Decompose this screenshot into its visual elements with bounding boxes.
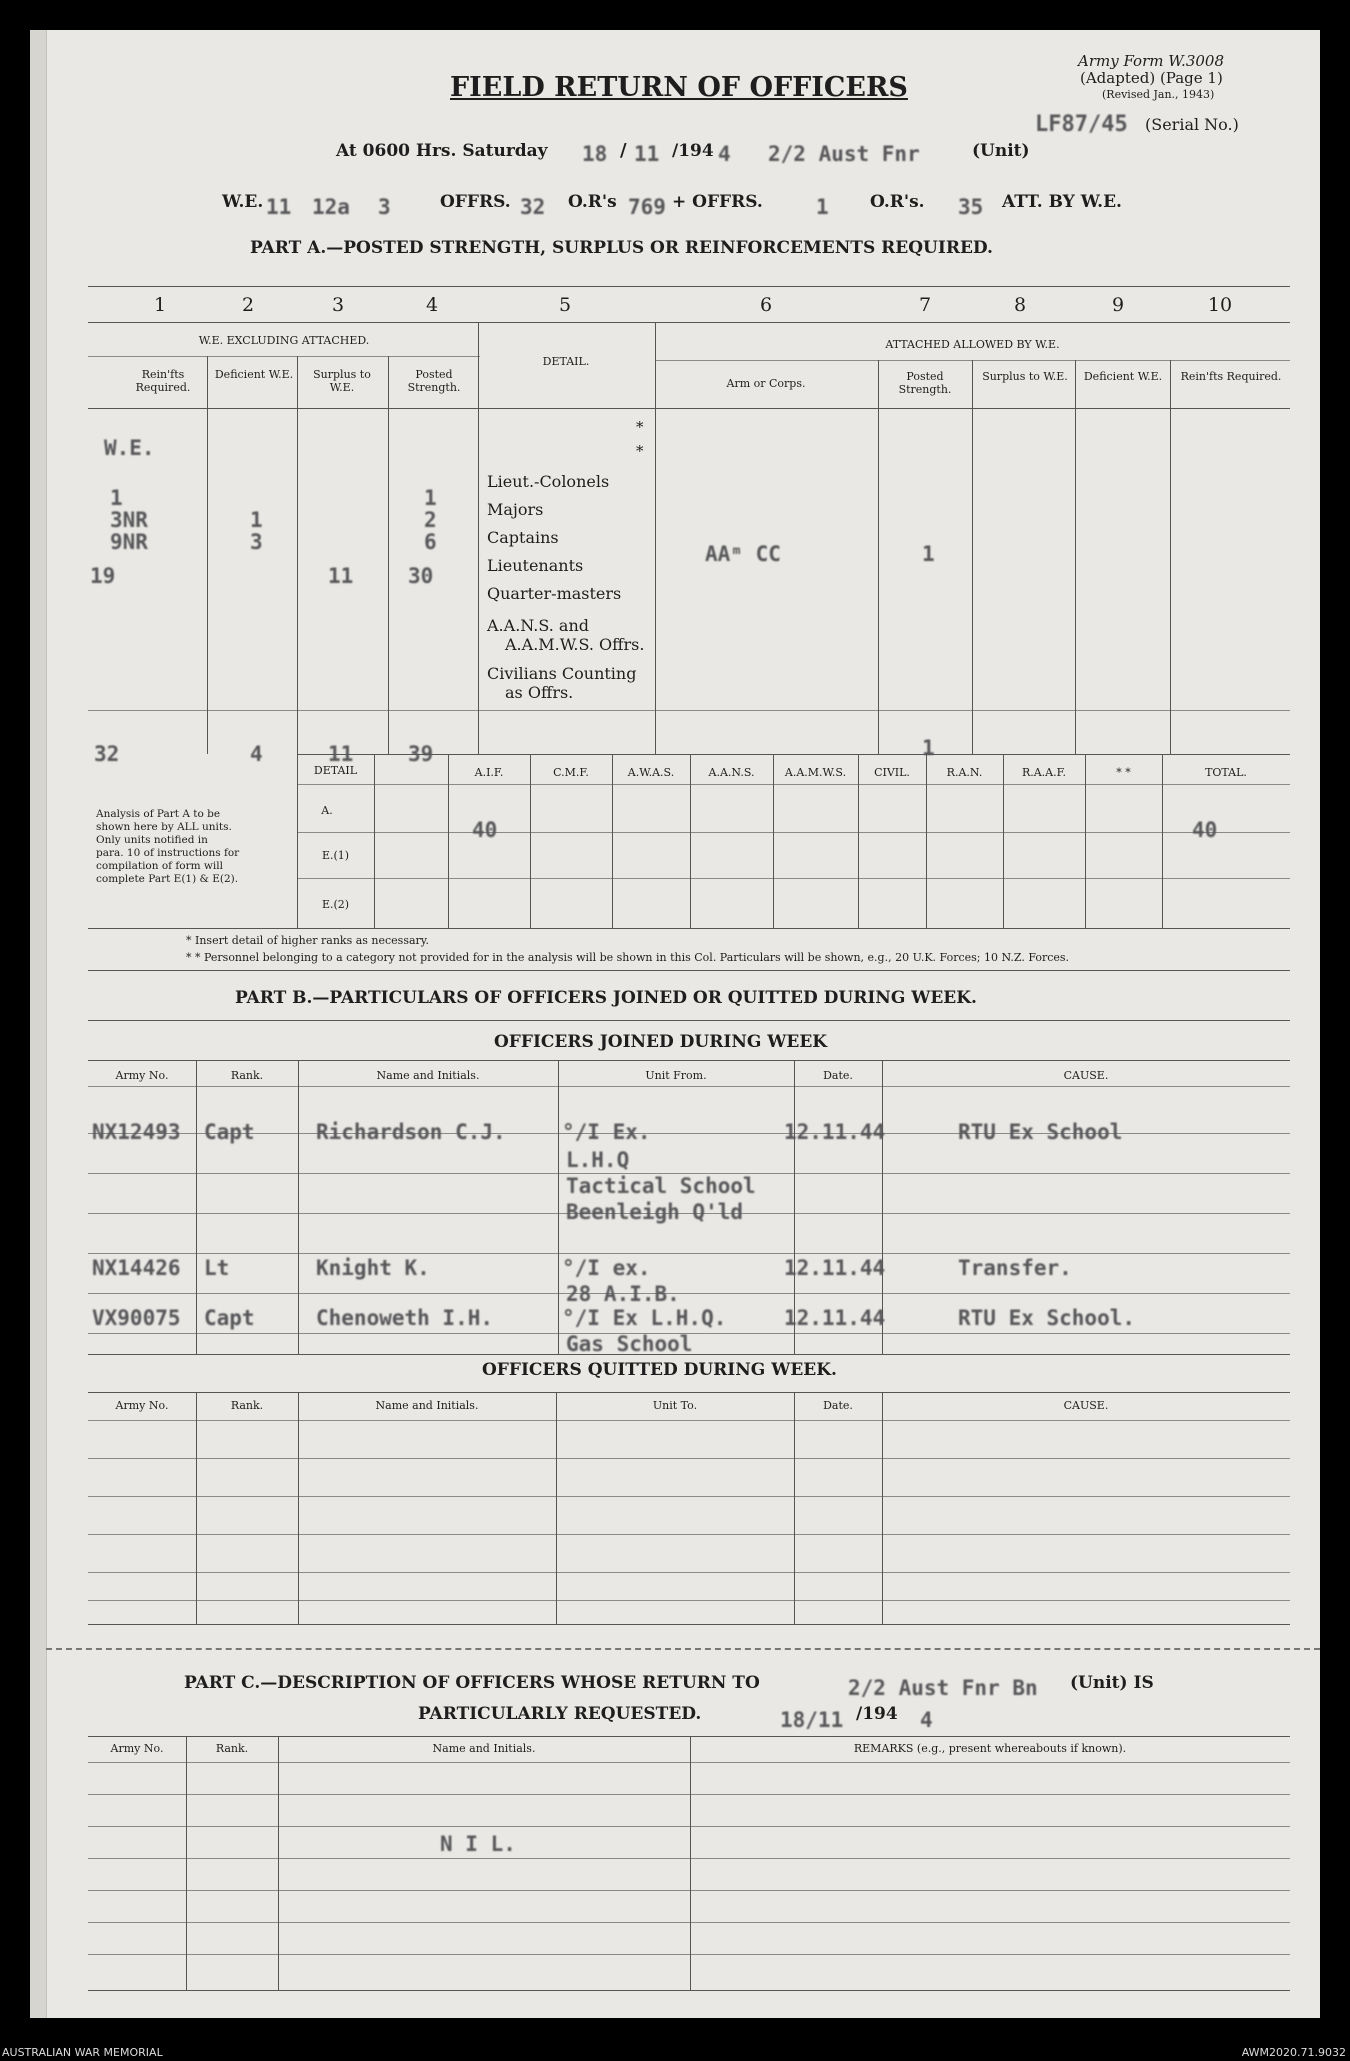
typed-col3: 11: [328, 564, 354, 588]
quitted-h-unit: Unit To.: [652, 1399, 698, 1412]
typed-col4-2: 2: [424, 508, 437, 532]
part-c-title-b: (Unit) IS: [1070, 1673, 1154, 1693]
rule: [690, 1736, 691, 1990]
form-id-line1: Army Form W.3008: [1078, 52, 1224, 70]
col-number: 9: [1111, 294, 1125, 316]
col10-header: Rein'fts Required.: [1180, 370, 1282, 383]
joined-title: OFFICERS JOINED DURING WEEK: [494, 1032, 828, 1052]
footnote-1: * Insert detail of higher ranks as necessary.: [186, 934, 430, 947]
rule: [88, 1534, 1290, 1535]
joined-name: Richardson C.J.: [316, 1120, 506, 1144]
offrs-value: 32: [520, 195, 546, 219]
part-a-title: PART A.—POSTED STRENGTH, SURPLUS OR REINFORCEMENTS REQUIRED.: [250, 238, 993, 258]
rule: [88, 322, 1290, 323]
plus-offrs-value: 1: [816, 195, 829, 219]
rule: [298, 1392, 299, 1624]
analysis-aif-value: 40: [472, 818, 498, 842]
rule: [196, 1392, 197, 1624]
rule: [88, 1826, 1290, 1827]
star-1: *: [636, 418, 644, 436]
rule: [88, 1600, 1290, 1601]
joined-unit: Gas School: [566, 1332, 693, 1356]
rule: [88, 1420, 1290, 1421]
rule: [88, 1253, 1290, 1254]
analysis-row-e2: E.(2): [321, 898, 350, 911]
rank-lieutenants: Lieutenants: [487, 556, 584, 575]
rule: [88, 1954, 1290, 1955]
rule: [1003, 754, 1004, 928]
typed-posted7: 1: [922, 542, 935, 566]
rule: [972, 360, 973, 754]
col-number: 4: [425, 294, 439, 316]
joined-army-no: NX12493: [92, 1120, 181, 1144]
joined-rank: Lt: [204, 1256, 230, 1280]
typed-col1-4: 19: [90, 564, 116, 588]
rule: [88, 1762, 1290, 1763]
rule: [298, 1060, 299, 1354]
offrs-label: OFFRS.: [440, 192, 511, 212]
rule: [88, 356, 480, 357]
joined-unit: °/I Ex L.H.Q.: [562, 1306, 727, 1330]
rule: [196, 1060, 197, 1354]
part-c-title-a: PART C.—DESCRIPTION OF OFFICERS WHOSE RETURN TO: [184, 1673, 760, 1693]
joined-rank: Capt: [204, 1120, 255, 1144]
part-b-title: PART B.—PARTICULARS OF OFFICERS JOINED OR QUITTED DURING WEEK.: [235, 988, 977, 1008]
date-day: 18: [582, 142, 608, 166]
we-label: W.E.: [222, 192, 264, 212]
rule: [655, 322, 656, 754]
rule: [88, 408, 1290, 409]
typed-we: W.E.: [104, 436, 155, 460]
at-label: At 0600 Hrs. Saturday: [336, 141, 548, 161]
we-value-a: 11: [266, 195, 292, 219]
rank-civilians: Civilians Counting: [487, 664, 637, 683]
rule: [1075, 360, 1076, 754]
col1-header: Rein'fts Required.: [135, 368, 191, 394]
typed-col4-4: 30: [408, 564, 434, 588]
joined-h-cause: CAUSE.: [1063, 1069, 1109, 1082]
rule: [926, 754, 927, 928]
rank-aans: A.A.N.S. and: [487, 616, 589, 635]
quitted-title: OFFICERS QUITTED DURING WEEK.: [482, 1360, 837, 1380]
rule: [612, 754, 613, 928]
rule: [374, 754, 375, 928]
typed-col1-2: 3NR: [110, 508, 148, 532]
rule: [278, 1736, 279, 1990]
joined-date: 12.11.44: [784, 1256, 886, 1280]
joined-unit: °/I Ex.: [562, 1120, 651, 1144]
rule: [88, 1794, 1290, 1795]
rule: [88, 1496, 1290, 1497]
rule: [88, 1458, 1290, 1459]
footer-left: AUSTRALIAN WAR MEMORIAL: [2, 2046, 163, 2059]
ors2-label: O.R's.: [870, 192, 925, 212]
note-line: Analysis of Part A to be: [96, 808, 221, 820]
typed-col4-3: 6: [424, 530, 437, 554]
col-number: 10: [1207, 294, 1233, 316]
rule: [297, 754, 1290, 755]
rule: [478, 322, 479, 754]
note-line: Only units notified in: [96, 834, 208, 846]
rank-quarter-masters: Quarter-masters: [487, 584, 622, 603]
analysis-col-ran: R.A.N.: [946, 766, 983, 779]
part-c-nil: N I L.: [440, 1832, 516, 1856]
rule: [88, 1990, 1290, 1991]
joined-h-name: Name and Initials.: [376, 1069, 480, 1082]
unit-value: 2/2 Aust Fnr: [768, 142, 920, 166]
total-col7: 1: [922, 736, 935, 760]
typed-arm-corps: AAᵐ CC: [705, 542, 781, 566]
analysis-col-civil: CIVIL.: [874, 766, 910, 779]
joined-army-no: VX90075: [92, 1306, 181, 1330]
part-c-date-value: 18/11: [780, 1708, 844, 1732]
col-number: 1: [153, 294, 167, 316]
analysis-detail-label: DETAIL: [313, 764, 358, 777]
joined-h-army-no: Army No.: [115, 1069, 169, 1082]
joined-army-no: NX14426: [92, 1256, 181, 1280]
rule: [88, 1392, 1290, 1393]
part-c-title-c: PARTICULARLY REQUESTED.: [418, 1704, 702, 1724]
col2-header: Deficient W.E.: [214, 368, 294, 381]
rule: [207, 356, 208, 754]
rank-as-offrs: as Offrs.: [505, 683, 574, 702]
serial-value: LF87/45: [1035, 112, 1128, 137]
plus-offrs-label: + OFFRS.: [672, 192, 763, 212]
note-line: para. 10 of instructions for: [96, 847, 240, 859]
rank-majors: Majors: [487, 500, 544, 519]
rule: [558, 1060, 559, 1354]
rule: [88, 1020, 1290, 1021]
footnote-2: * * Personnel belonging to a category not provided for in the analysis will be shown in this Col. Particulars will be shown, e.g., 20 U.K. Forces; 10 N.Z. Forces.: [186, 951, 1070, 964]
rule: [88, 928, 1290, 929]
rule: [1170, 360, 1171, 754]
total-col3: 11: [328, 742, 354, 766]
analysis-col-aamws: A.A.M.W.S.: [784, 766, 847, 779]
rule: [858, 754, 859, 928]
joined-unit: L.H.Q: [566, 1148, 630, 1172]
col-number: 8: [1013, 294, 1027, 316]
total-col4: 39: [408, 742, 434, 766]
total-col2: 4: [250, 742, 263, 766]
quitted-h-date: Date.: [823, 1399, 853, 1412]
unit-label: (Unit): [972, 141, 1030, 161]
year-suffix: 4: [718, 142, 731, 166]
part-c-h-army-no: Army No.: [110, 1742, 164, 1755]
rule: [88, 1060, 1290, 1061]
typed-col1-1: 1: [110, 486, 123, 510]
analysis-col-total: TOTAL.: [1205, 766, 1247, 779]
col4-header: Posted Strength.: [407, 368, 461, 394]
joined-cause: RTU Ex School.: [958, 1306, 1136, 1330]
rule: [388, 356, 389, 754]
rule: [88, 1624, 1290, 1625]
paper-edge: [30, 30, 47, 2018]
rule: [297, 832, 1290, 833]
rule: [88, 1922, 1290, 1923]
note-line: shown here by ALL units.: [96, 821, 232, 833]
rule: [88, 1890, 1290, 1891]
form-id-line3: (Revised Jan., 1943): [1102, 88, 1215, 101]
joined-date: 12.11.44: [784, 1306, 886, 1330]
joined-h-rank: Rank.: [230, 1069, 264, 1082]
form-id-line2: (Adapted) (Page 1): [1080, 69, 1223, 87]
quitted-h-name: Name and Initials.: [375, 1399, 479, 1412]
rule: [88, 1572, 1290, 1573]
year-prefix: /194: [672, 141, 714, 161]
joined-name: Chenoweth I.H.: [316, 1306, 494, 1330]
analysis-col-raaf: R.A.A.F.: [1021, 766, 1067, 779]
part-c-year-suffix: 4: [920, 1708, 933, 1732]
rule: [297, 878, 1290, 879]
rule: [297, 356, 298, 754]
part-c-year-prefix: /194: [856, 1704, 898, 1724]
rank-captains: Captains: [487, 528, 559, 547]
part-c-h-rank: Rank.: [215, 1742, 249, 1755]
rule: [88, 1354, 1290, 1355]
joined-unit: 28 A.I.B.: [566, 1282, 680, 1306]
rule: [88, 710, 1290, 711]
analysis-row-e1: E.(1): [321, 849, 350, 862]
serial-label: (Serial No.): [1145, 115, 1239, 134]
ors2-value: 35: [958, 195, 984, 219]
tear-line: [46, 1648, 1320, 1650]
note-line: complete Part E(1) & E(2).: [96, 873, 239, 885]
col-number: 7: [918, 294, 932, 316]
rule: [448, 754, 449, 928]
rule: [1162, 754, 1163, 928]
form-title: FIELD RETURN OF OFFICERS: [450, 72, 908, 103]
date-slash: /: [620, 140, 627, 161]
ors-label: O.R's: [568, 192, 617, 212]
rule: [88, 1736, 1290, 1737]
col9-header: Deficient W.E.: [1083, 370, 1163, 383]
part-a-top-rule: [88, 286, 1290, 287]
analysis-col-other: * *: [1116, 766, 1131, 779]
quitted-h-army-no: Army No.: [115, 1399, 169, 1412]
typed-col2-2: 3: [250, 530, 263, 554]
joined-date: 12.11.44: [784, 1120, 886, 1144]
note-line: compilation of form will: [96, 860, 223, 872]
we-value-b: 12a: [312, 195, 350, 219]
footer-right: AWM2020.71.9032: [1241, 2046, 1346, 2059]
analysis-total-value: 40: [1192, 818, 1218, 842]
joined-name: Knight K.: [316, 1256, 430, 1280]
rank-lieut-colonels: Lieut.-Colonels: [487, 472, 610, 491]
rule: [530, 754, 531, 928]
ors-value: 769: [628, 195, 666, 219]
col3-header: Surplus to W.E.: [313, 368, 371, 394]
joined-unit: Tactical School: [566, 1174, 756, 1198]
rule: [878, 360, 879, 754]
rule: [88, 1293, 1290, 1294]
rule: [882, 1392, 883, 1624]
typed-col4-1: 1: [424, 486, 437, 510]
rule: [1085, 754, 1086, 928]
star-2: *: [636, 442, 644, 460]
joined-cause: RTU Ex School: [958, 1120, 1123, 1144]
joined-cause: Transfer.: [958, 1256, 1072, 1280]
part-c-unit-value: 2/2 Aust Fnr Bn: [848, 1676, 1038, 1700]
part-c-h-name: Name and Initials.: [432, 1742, 536, 1755]
joined-h-date: Date.: [823, 1069, 853, 1082]
quitted-h-rank: Rank.: [230, 1399, 264, 1412]
rule: [556, 1392, 557, 1624]
quitted-h-cause: CAUSE.: [1063, 1399, 1109, 1412]
rule: [88, 1858, 1290, 1859]
col6-header: Arm or Corps.: [726, 377, 806, 390]
analysis-col-aans: A.A.N.S.: [708, 766, 755, 779]
col-number: 3: [331, 294, 345, 316]
we-value-c: 3: [378, 195, 391, 219]
attached-allowed-header: ATTACHED ALLOWED BY W.E.: [885, 338, 1060, 351]
rule: [186, 1736, 187, 1990]
rule: [773, 754, 774, 928]
joined-h-unit: Unit From.: [645, 1069, 707, 1082]
analysis-col-cmf: C.M.F.: [553, 766, 589, 779]
typed-col1-3: 9NR: [110, 530, 148, 554]
joined-rank: Capt: [204, 1306, 255, 1330]
we-excluding-header: W.E. EXCLUDING ATTACHED.: [198, 334, 370, 347]
analysis-col-aif: A.I.F.: [474, 766, 504, 779]
col-number: 2: [241, 294, 255, 316]
col-number: 6: [759, 294, 773, 316]
analysis-note: [96, 808, 296, 886]
col-number: 5: [558, 294, 572, 316]
col7-header: Posted Strength.: [898, 370, 952, 396]
date-month: 11: [634, 142, 660, 166]
analysis-row-a: A.: [321, 804, 333, 817]
col8-header: Surplus to W.E.: [982, 370, 1068, 383]
total-col1: 32: [94, 742, 120, 766]
detail-header: DETAIL.: [542, 355, 590, 368]
joined-unit: Beenleigh Q'ld: [566, 1200, 744, 1224]
rule: [297, 784, 1290, 785]
analysis-col-awas: A.W.A.S.: [627, 766, 675, 779]
part-c-h-remarks: REMARKS (e.g., present whereabouts if known).: [853, 1742, 1127, 1755]
rule: [88, 970, 1290, 971]
att-label: ATT. BY W.E.: [1002, 192, 1122, 212]
rule: [88, 1086, 1290, 1087]
rank-aamws: A.A.M.W.S. Offrs.: [505, 635, 645, 654]
rule: [690, 754, 691, 928]
typed-col2-1: 1: [250, 508, 263, 532]
rule: [794, 1392, 795, 1624]
joined-unit: °/I ex.: [562, 1256, 651, 1280]
